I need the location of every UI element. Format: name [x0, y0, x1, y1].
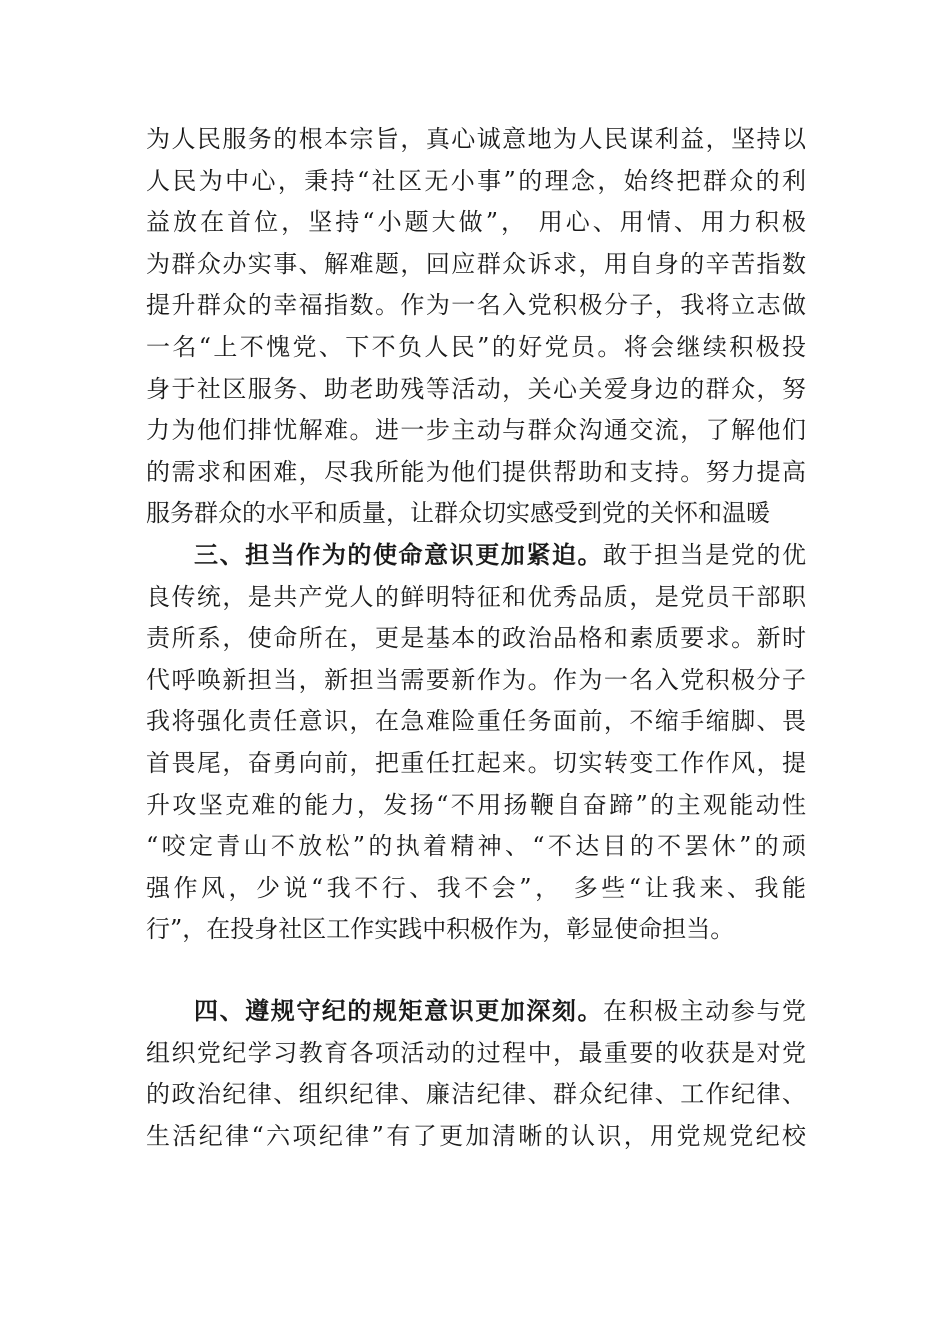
paragraph-line: 的政治纪律、组织纪律、廉洁纪律、群众纪律、工作纪律、: [146, 1080, 806, 1109]
paragraph-line: 代呼唤新担当，新担当需要新作为。作为一名入党积极分子: [146, 665, 806, 694]
paragraph-line: 强作风，少说“我不行、我不会”， 多些“让我来、我能: [146, 873, 806, 902]
section-three-paragraph: [146, 535, 806, 951]
paragraph-line: 责所系，使命所在，更是基本的政治品格和素质要求。新时: [146, 624, 806, 653]
section-four-heading: 四、遵规守纪的规矩意识更加深刻。: [194, 997, 604, 1025]
paragraph-line: 一名“上不愧党、下不负人民”的好党员。将会继续积极投: [146, 332, 806, 361]
paragraph-line: 服务群众的水平和质量，让群众切实感受到党的关怀和温暖: [146, 499, 770, 528]
paragraph-line: 升攻坚克难的能力，发扬“不用扬鞭自奋蹄”的主观能动性: [146, 790, 806, 819]
paragraph-line: 身于社区服务、助老助残等活动，关心关爱身边的群众，努: [146, 374, 806, 403]
paragraph-line: “咬定青山不放松”的执着精神、“不达目的不罢休”的顽: [146, 832, 806, 861]
paragraph-line: 我将强化责任意识，在急难险重任务面前，不缩手缩脚、畏: [146, 707, 806, 736]
paragraph-line: 组织党纪学习教育各项活动的过程中，最重要的收获是对党: [146, 1038, 806, 1067]
paragraph-line: 提升群众的幸福指数。作为一名入党积极分子，我将立志做: [146, 291, 806, 320]
paragraph-line: 的需求和困难，尽我所能为他们提供帮助和支持。努力提高: [146, 457, 806, 486]
section-heading-line: [146, 535, 806, 577]
paragraph-line: 力为他们排忧解难。进一步主动与群众沟通交流，了解他们: [146, 416, 806, 445]
paragraph-continuation: [146, 119, 806, 535]
section-heading-line: [146, 991, 806, 1033]
section-three-heading: 三、担当作为的使命意识更加紧迫。: [194, 541, 604, 569]
paragraph-line: 良传统，是共产党人的鲜明特征和优秀品质，是党员干部职: [146, 582, 806, 611]
paragraph-line: 生活纪律“六项纪律”有了更加清晰的认识，用党规党纪校: [146, 1121, 806, 1150]
section-three-first-line-text: 敢于担当是党的优: [603, 541, 807, 569]
paragraph-line: 人民为中心，秉持“社区无小事”的理念，始终把群众的利: [146, 166, 806, 195]
paragraph-line: 为人民服务的根本宗旨，真心诚意地为人民谋利益，坚持以: [146, 125, 806, 153]
paragraph-line: 行”，在投身社区工作实践中积极作为，彰显使命担当。: [146, 915, 735, 944]
section-four-paragraph: [146, 991, 806, 1157]
paragraph-line: 首畏尾，奋勇向前，把重任扛起来。切实转变工作作风，提: [146, 748, 806, 777]
section-four-first-line-text: 在积极主动参与党: [603, 997, 807, 1025]
paragraph-line: 益放在首位，坚持“小题大做”， 用心、用情、用力积极: [146, 208, 806, 237]
paragraph-line: 为群众办实事、解难题，回应群众诉求，用自身的辛苦指数: [146, 249, 806, 278]
